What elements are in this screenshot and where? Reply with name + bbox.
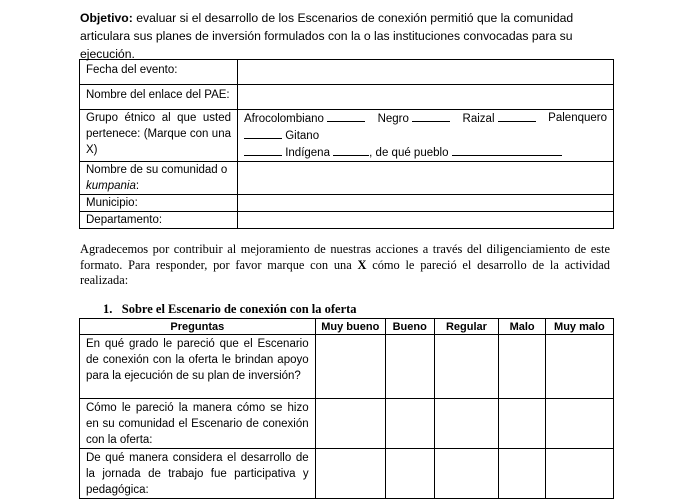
answer-cell-bueno[interactable] [385, 449, 434, 499]
header-muy-bueno: Muy bueno [315, 319, 385, 335]
option-pueblo-label: , de qué pueblo [369, 147, 449, 159]
answer-cell-regular[interactable] [434, 449, 499, 499]
answer-cell-muy-malo[interactable] [545, 449, 613, 499]
option-palenquero[interactable]: Palenquero [548, 112, 607, 124]
department-label: Departamento: [80, 212, 238, 229]
option-negro[interactable]: Negro [378, 110, 451, 127]
survey-header-row [80, 319, 614, 335]
option-indigena[interactable]: Indígena [285, 147, 330, 159]
section-number: 1. [103, 302, 113, 316]
municipality-field[interactable] [238, 195, 614, 212]
option-afro[interactable]: Afrocolombiano [244, 110, 365, 127]
ethnic-options-cell [238, 110, 614, 162]
objective-text: evaluar si el desarrollo de los Escenarios de conexión permitió que la comunidad articulara sus planes de inversión formulados con la o las instituciones convocadas para su ejecución. [80, 11, 574, 61]
info-table [79, 59, 614, 229]
section-title: Sobre el Escenario de conexión con la oferta [121, 302, 357, 316]
community-field[interactable] [238, 162, 614, 195]
event-date-label: Fecha del evento: [80, 60, 238, 85]
survey-row [80, 335, 614, 399]
answer-cell-regular[interactable] [434, 399, 499, 449]
survey-table [79, 318, 614, 499]
objective-paragraph [80, 9, 610, 63]
department-field[interactable] [238, 212, 614, 229]
answer-cell-regular[interactable] [434, 335, 499, 399]
section-heading [103, 302, 357, 317]
answer-cell-malo[interactable] [499, 399, 545, 449]
event-date-field[interactable] [238, 60, 614, 85]
question-text: De qué manera considera el desarrollo de la jornada de trabajo fue participativa y pedagógica: [80, 449, 316, 499]
thanks-paragraph: Agradecemos por contribuir al mejoramiento de nuestras acciones a través del diligenciamiento de este formato. Para responder, por favor marque con una X cómo le pareció el desarrollo de la actividad realizada: [80, 242, 610, 287]
info-row-date [80, 60, 614, 85]
info-row-department [80, 212, 614, 229]
municipality-label: Municipio: [80, 195, 238, 212]
survey-row [80, 449, 614, 499]
answer-cell-bueno[interactable] [385, 399, 434, 449]
pueblo-blank[interactable] [452, 144, 562, 156]
option-raizal[interactable]: Raizal [463, 110, 536, 127]
pae-contact-field[interactable] [238, 85, 614, 110]
ethnic-group-label: Grupo étnico al que usted pertenece: (Marque con una X) [80, 110, 238, 162]
answer-cell-bueno[interactable] [385, 335, 434, 399]
info-row-community [80, 162, 614, 195]
answer-cell-malo[interactable] [499, 335, 545, 399]
info-row-pae [80, 85, 614, 110]
pae-contact-label: Nombre del enlace del PAE: [80, 85, 238, 110]
answer-cell-muy-bueno[interactable] [315, 399, 385, 449]
survey-row [80, 399, 614, 449]
answer-cell-muy-bueno[interactable] [315, 449, 385, 499]
header-malo: Malo [499, 319, 545, 335]
ethnic-line-1 [244, 110, 607, 127]
info-row-ethnic [80, 110, 614, 162]
header-bueno: Bueno [385, 319, 434, 335]
option-gitano[interactable]: Gitano [285, 130, 320, 142]
answer-cell-malo[interactable] [499, 449, 545, 499]
info-row-municipality [80, 195, 614, 212]
ethnic-line-2 [244, 127, 607, 144]
question-text: Cómo le pareció la manera cómo se hizo en su comunidad el Escenario de conexión con la oferta: [80, 399, 316, 449]
answer-cell-muy-malo[interactable] [545, 399, 613, 449]
header-muy-malo: Muy malo [545, 319, 613, 335]
header-regular: Regular [434, 319, 499, 335]
community-label: Nombre de su comunidad o kumpania: [80, 162, 238, 195]
ethnic-line-3 [244, 144, 607, 161]
question-text: En qué grado le pareció que el Escenario de conexión con la oferta le brindan apoyo para la ejecución de su plan de inversión? [80, 335, 316, 399]
answer-cell-muy-malo[interactable] [545, 335, 613, 399]
objective-label: Objetivo: [80, 11, 133, 25]
header-preguntas: Preguntas [80, 319, 316, 335]
answer-cell-muy-bueno[interactable] [315, 335, 385, 399]
